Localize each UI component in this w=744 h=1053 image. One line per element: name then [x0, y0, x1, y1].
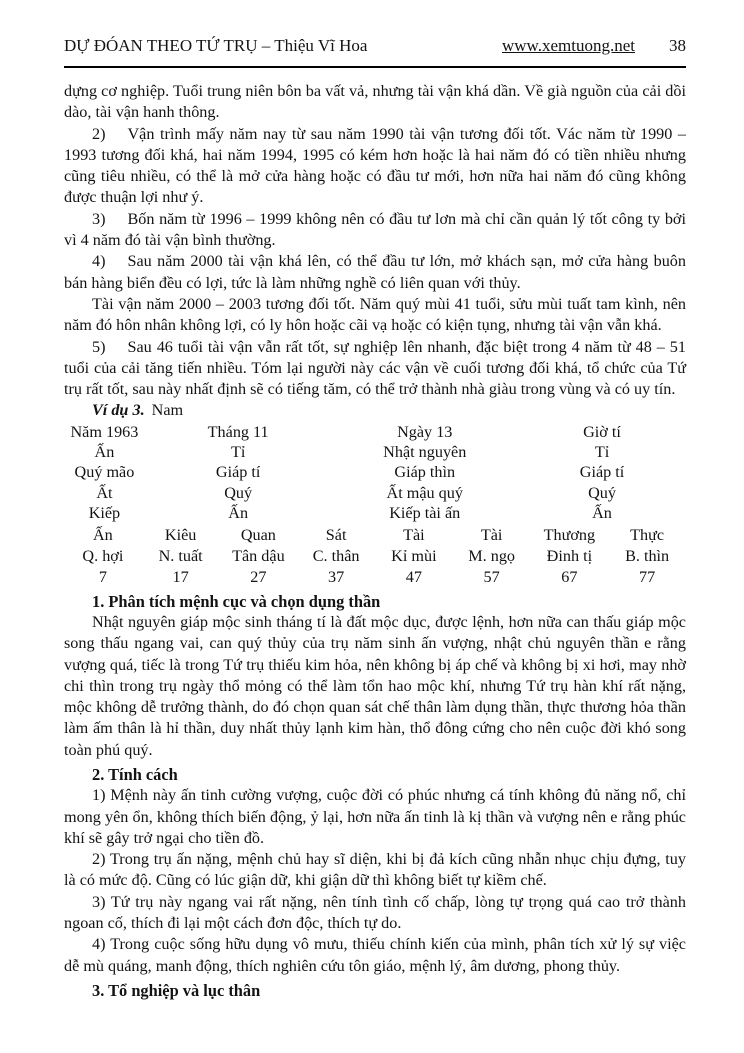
pillar-cell: Quý — [588, 483, 616, 502]
pillar-cell: Năm 1963 — [70, 422, 139, 441]
fortune-item-3 — [64, 209, 686, 252]
pillar-cell: Ngày 13 — [397, 422, 453, 441]
item-text: Vận trình mấy năm nay từ sau năm 1990 tài vận tương đối tốt. Vác năm từ 1990 – 1993 tương đối khá, hai năm 1994, 1995 có kém hơn hoặc là hai năm đó có tiền nhiều nhưng cũng tiêu nhiều, có thể là mở cửa hàng hoặc có đầu tư mới, hơn nữa hai năm đó cũng không được thuận lợi như ý. — [64, 124, 686, 207]
luck-age-cell: 27 — [250, 567, 267, 586]
luck-cell: Sát — [325, 526, 347, 545]
personality-item-4: 4) Trong cuộc sống hữu dụng vô mưu, thiếu chính kiến của mình, phân tích xử lý sự việc dễ mù quáng, manh động, thích nghiên cứu tôn giáo, mệnh lý, âm dương, phong thủy. — [64, 935, 686, 975]
pillar-cell: Ất mậu quý — [386, 483, 463, 502]
item-text: Sau 46 tuổi tài vận vẫn rất tốt, sự nghiệp lên nhanh, đặc biệt trong 4 năm từ 48 – 51 tuổi của cải tăng tiến nhiều. Tóm lại người này các vận về cuối tương đối khá, tổ chức của Tứ trụ rất tốt, sau này nhất định sẽ có tiếng tăm, có thể trở thành nhà giàu trong vùng và có uy tín. — [64, 337, 686, 399]
section-heading-1: 1. Phân tích mệnh cục và chọn dụng thần — [92, 591, 381, 611]
pillar-cell: Ấn — [228, 503, 249, 522]
fortune-note-paragraph: Tài vận năm 2000 – 2003 tương đối tốt. Năm quý mùi 41 tuổi, sửu mùi tuất tam kình, nên năm đó hôn nhân không lợi, có ly hôn hoặc cãi vạ hoặc có kiện tụng, nhưng tài vận vẫn khá. — [64, 294, 686, 335]
luck-age-cell: 37 — [328, 567, 345, 586]
pillar-cell: Kiếp tài ấn — [389, 503, 461, 522]
header-right — [502, 36, 686, 56]
pillar-cell: Tỉ — [594, 443, 610, 462]
luck-cell: Ấn — [92, 526, 113, 545]
section-1-paragraph: Nhật nguyên giáp mộc sinh tháng tí là đất mộc dục, được lệnh, hơn nữa can thấu giáp mộc song thấu ngang vai, can quý thủy của trụ năm sinh ấn vượng, nhật chủ nguyên thần e rằng vượng quá, tiếc là trong Tứ trụ thiếu kim hỏa, nên không bị áp chế và không bị xi hơi, may nhờ chi thìn trong trụ ngày thổ mỏng có thể làm tổn hao mộc khí, nhưng Tứ trụ hàn khí rất nặng, mộc không dễ trưởng thành, do đó chọn quan sát chế thân làm dụng thần, thực thương hỏa thần làm ấm thân là hỉ thần, duy nhất thủy lạnh kim hàn, thổ đông cứng cho nên cuộc đời khó song toàn phú quý. — [64, 612, 686, 759]
luck-age-cell: 17 — [172, 567, 189, 586]
pillar-cell: Quý mão — [74, 463, 135, 482]
pillar-cell: Ấn — [592, 503, 612, 522]
pillar-cell: Tỉ — [230, 443, 246, 462]
personality-item-3: 3) Tứ trụ này ngang vai rất nặng, nên tính tình cố chấp, lòng tự trọng quá cao trở thành ngoan cố, thích đi lại một cách đơn độc, thích tự do. — [64, 892, 686, 933]
luck-cell: Q. hợi — [82, 547, 124, 566]
section-heading-2: 2. Tính cách — [92, 765, 178, 784]
pillar-cell: Ất — [96, 483, 113, 502]
pillar-cell: Nhật nguyên — [383, 443, 467, 462]
luck-age-cell: 47 — [405, 567, 422, 586]
four-pillars-table — [64, 422, 686, 523]
example-subject: Nam — [151, 401, 184, 420]
luck-age-cell: 77 — [639, 567, 656, 586]
website-link[interactable]: www.xemtuong.net — [502, 36, 635, 55]
luck-pillars-table — [64, 525, 686, 587]
page-number: 38 — [669, 36, 686, 55]
luck-cell: N. tuất — [158, 547, 203, 566]
luck-cell: Tài — [403, 526, 425, 545]
luck-cell: Kiêu — [164, 526, 197, 545]
luck-cell: B. thìn — [625, 547, 670, 566]
item-marker: 3) — [92, 209, 106, 228]
luck-cell: Tân dậu — [232, 547, 285, 566]
page-header — [64, 36, 686, 68]
luck-cell: Đinh tị — [546, 547, 593, 566]
item-marker: 5) — [92, 337, 106, 356]
luck-age-cell: 67 — [561, 567, 578, 586]
section-heading-3: 3. Tổ nghiệp và lục thân — [92, 980, 261, 1000]
item-text: Bốn năm từ 1996 – 1999 không nên có đầu tư lơn mà chỉ cần quản lý tốt công ty bởi vì 4 năm đó tài vận bình thường. — [64, 209, 686, 250]
item-marker: 4) — [92, 252, 106, 271]
fortune-item-2 — [64, 124, 686, 209]
luck-cell: C. thân — [312, 547, 360, 566]
pillar-cell: Giáp tí — [579, 463, 625, 482]
pillar-cell: Tháng 11 — [207, 422, 269, 441]
fortune-item-5 — [64, 337, 686, 401]
pillar-cell: Quý — [224, 483, 253, 502]
personality-item-2: 2) Trong trụ ấn nặng, mệnh chủ hay sĩ diện, khi bị đả kích cũng nhẫn nhục chịu đựng, tuy là có mức độ. Cũng có lúc giận dữ, khi giận dữ thì không biết tự kiềm chế. — [64, 850, 686, 890]
example-caption — [64, 400, 686, 421]
pillar-cell: Kiếp — [88, 503, 121, 522]
luck-cell: M. ngọ — [468, 547, 516, 566]
example-label: Ví dụ 3. — [92, 401, 145, 420]
book-title: DỰ ĐÓAN THEO TỨ TRỤ – Thiệu Vĩ Hoa — [64, 36, 368, 55]
item-marker: 2) — [92, 124, 106, 143]
luck-cell: Quan — [240, 526, 276, 545]
luck-cell: Tài — [480, 526, 503, 545]
pillar-cell: Giờ tí — [583, 422, 621, 441]
fortune-item-4 — [64, 251, 686, 294]
intro-paragraph-continuation: dựng cơ nghiệp. Tuổi trung niên bôn ba vất vả, nhưng tài vận khá dần. Về già nguồn của cải dồi dào, tài vận hanh thông. — [64, 82, 686, 122]
pillar-cell: Giáp thìn — [394, 463, 456, 482]
personality-item-1: 1) Mệnh này ấn tinh cường vượng, cuộc đời có phúc nhưng cá tính không đủ năng nổ, chỉ mong yên ổn, không thích biến động, ỷ lại, hơn nữa ấn tinh là kị thần và vượng nên e rằng phúc khí sẽ gây trở ngại cho tiền đồ. — [64, 786, 686, 847]
pillar-cell: Giáp tí — [215, 463, 261, 482]
luck-cell: Kỉ mùi — [391, 547, 437, 566]
luck-cell: Thực — [630, 526, 665, 545]
luck-age-cell: 57 — [483, 567, 500, 586]
luck-cell: Thương — [543, 526, 596, 545]
fortune-analysis-block — [64, 81, 686, 422]
item-text: Sau năm 2000 tài vận khá lên, có thể đầu tư lớn, mở khách sạn, mở cửa hàng buôn bán hàng biển đều có lợi, tức là làm những nghề có liên quan với thủy. — [64, 252, 686, 292]
luck-age-cell: 7 — [98, 567, 107, 586]
pillar-cell: Ấn — [94, 443, 115, 462]
